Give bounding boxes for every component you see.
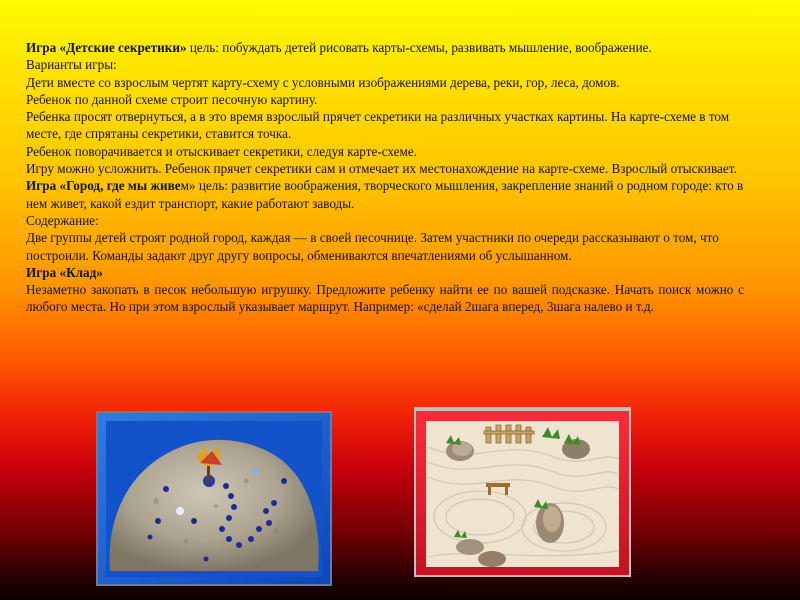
game1-paragraph: [26, 39, 744, 56]
game1-line: Дети вместе со взрослым чертят карту-схему с условными изображениями дерева, реки, гор, леса, домов.: [26, 74, 620, 90]
game1-line: Ребенка просят отвернуться, а в это время взрослый прячет секретики на различных участках картины. На карте-схеме в том месте, где спрятаны секретики, ставится точка.: [26, 109, 730, 142]
slide-text: [26, 39, 744, 316]
game2-title: Игра «Город, где мы живе: [26, 178, 181, 194]
game2-goal: цель: развитие воображения, творческого мышления, закрепление знаний о родном городе: кто в нем живет, какой ездит транспорт, какие работают заводы.: [26, 178, 744, 211]
game1-line: Игру можно усложнить. Ребенок прячет секретики сам и отмечает их местонахождение на карте-схеме. Взрослый отыскивает.: [26, 161, 737, 177]
game2-content-heading: Содержание:: [26, 212, 99, 228]
game3-title: Игра «Клад»: [26, 264, 103, 280]
game1-title: Игра «Детские секретики»: [26, 40, 187, 55]
sand-tray-photo-left: [96, 411, 332, 586]
sand-tray-blue-image: [96, 411, 332, 586]
game1-variants-heading: Варианты игры:: [26, 57, 117, 73]
game1-goal: цель: побуждать детей рисовать карты-схемы, развивать мышление, воображение.: [186, 40, 652, 55]
sand-tray-photo-right: [414, 407, 631, 577]
game2-content: Две группы детей строят родной город, каждая — в своей песочнице. Затем участники по очереди рассказывают о том, что построили. Команды задают друг другу вопросы, обмениваются впечатлениями об услышанном.: [26, 230, 719, 263]
game2-title-end: м»: [180, 178, 196, 194]
game1-line: Ребенок поворачивается и отыскивает секретики, следуя карте-схеме.: [26, 143, 418, 159]
game2-paragraph: [26, 177, 744, 212]
game3-text: Незаметно закопать в песок небольшую игрушку. Предложите ребенку найти ее по вашей подсказке. Начать поиск можно с любого места. Но при этом взрослый указывает маршрут. Например: «сделай 2шага вперед, 3шага налево и т.д.: [26, 282, 744, 315]
game1-line: Ребенок по данной схеме строит песочную картину.: [26, 91, 318, 107]
sand-tray-red-image: [414, 407, 631, 577]
